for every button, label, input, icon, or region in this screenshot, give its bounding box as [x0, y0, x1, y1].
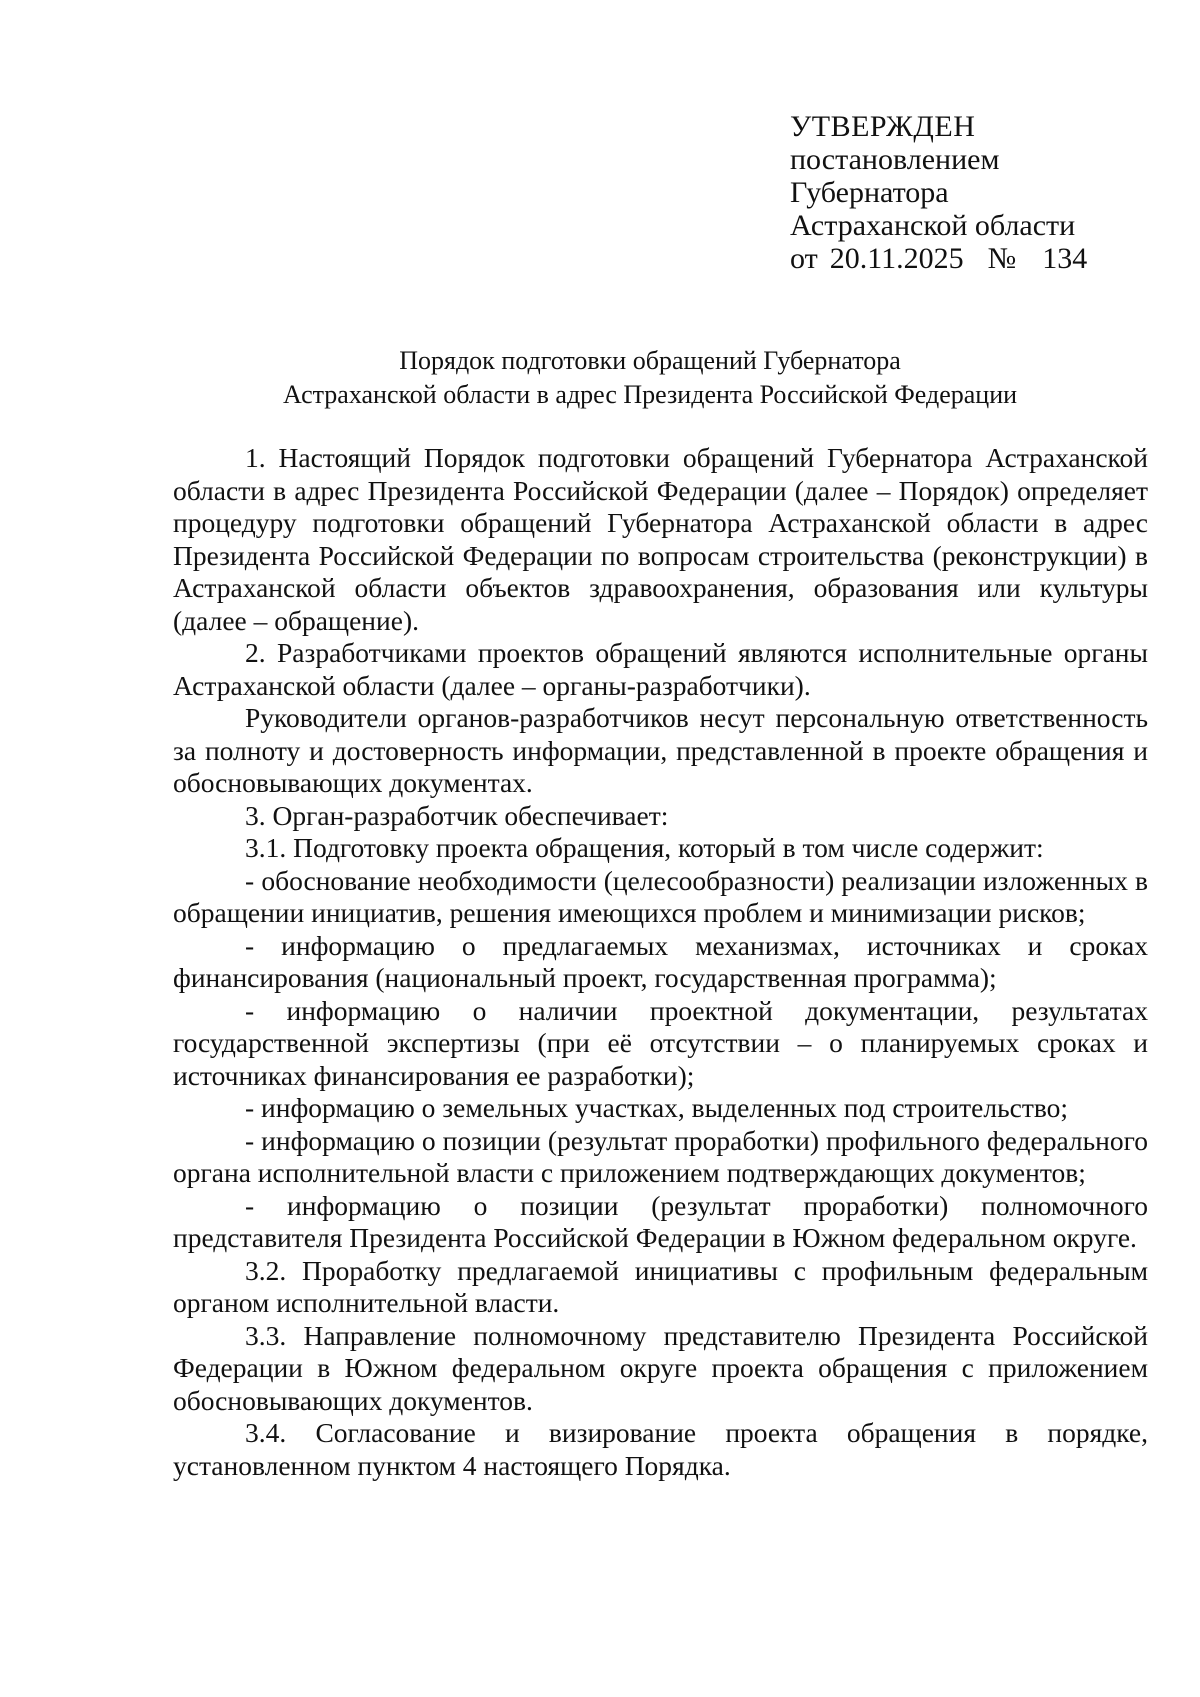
approval-date-line	[790, 242, 1087, 275]
approval-line-3: Астраханской области	[790, 209, 1076, 242]
list-item: - информацию о позиции (результат проработки) полномочного представителя Президента Российской Федерации в Южном федеральном округе.	[173, 1189, 1148, 1253]
approval-line-2: Губернатора	[790, 176, 949, 209]
approval-date: 20.11.2025	[829, 242, 964, 275]
list-item: - информацию о земельных участках, выделенных под строительство;	[245, 1092, 1069, 1123]
approval-heading: УТВЕРЖДЕН	[790, 110, 976, 143]
number-sign: №	[987, 242, 1017, 275]
list-item: - информацию о наличии проектной документации, результатах государственной экспертизы (при её отсутствии – о планируемых сроках и источниках финансирования ее разработки);	[173, 994, 1148, 1091]
document-body	[173, 442, 1148, 1482]
title-line-1: Порядок подготовки обращений Губернатора	[399, 346, 901, 375]
approval-number: 134	[1042, 242, 1088, 275]
paragraph: 3.4. Согласование и визирование проекта обращения в порядке, установленном пунктом 4 настоящего Порядка.	[173, 1417, 1148, 1481]
paragraph: 3.3. Направление полномочному представителю Президента Российской Федерации в Южном федеральном округе проекта обращения с приложением обосновывающих документов.	[173, 1319, 1148, 1416]
paragraph: 3. Орган-разработчик обеспечивает:	[245, 799, 669, 831]
paragraph: 1. Настоящий Порядок подготовки обращений Губернатора Астраханской области в адрес Президента Российской Федерации (далее – Порядок) определяет процедуру подготовки обращений Губернатора Астраханской области в адрес Президента Российской Федерации по вопросам строительства (реконструкции) в Астраханской области объектов здравоохранения, образования или культуры (далее – обращение).	[173, 442, 1148, 636]
title-line-2: Астраханской области в адрес Президента Российской Федерации	[282, 380, 1018, 409]
paragraph: 3.1. Подготовку проекта обращения, который в том числе содержит:	[245, 832, 1044, 863]
approval-line-1: постановлением	[790, 143, 1000, 176]
list-item: - информацию о предлагаемых механизмах, источниках и сроках финансирования (национальный проект, государственная программа);	[173, 929, 1148, 993]
list-item: - информацию о позиции (результат проработки) профильного федерального органа исполнительной власти с приложением подтверждающих документов;	[173, 1124, 1148, 1188]
list-item: - обоснование необходимости (целесообразности) реализации изложенных в обращении инициатив, решения имеющихся проблем и минимизации рисков;	[173, 864, 1148, 928]
date-prefix: от	[790, 242, 818, 275]
document-title	[150, 344, 1150, 412]
paragraph: Руководители органов-разработчиков несут персональную ответственность за полноту и достоверность информации, представленной в проекте обращения и обосновывающих документах.	[173, 702, 1148, 798]
paragraph: 2. Разработчиками проектов обращений являются исполнительные органы Астраханской области (далее – органы-разработчики).	[173, 637, 1148, 701]
paragraph: 3.2. Проработку предлагаемой инициативы с профильным федеральным органом исполнительной власти.	[173, 1254, 1148, 1318]
approval-block	[790, 110, 1087, 275]
